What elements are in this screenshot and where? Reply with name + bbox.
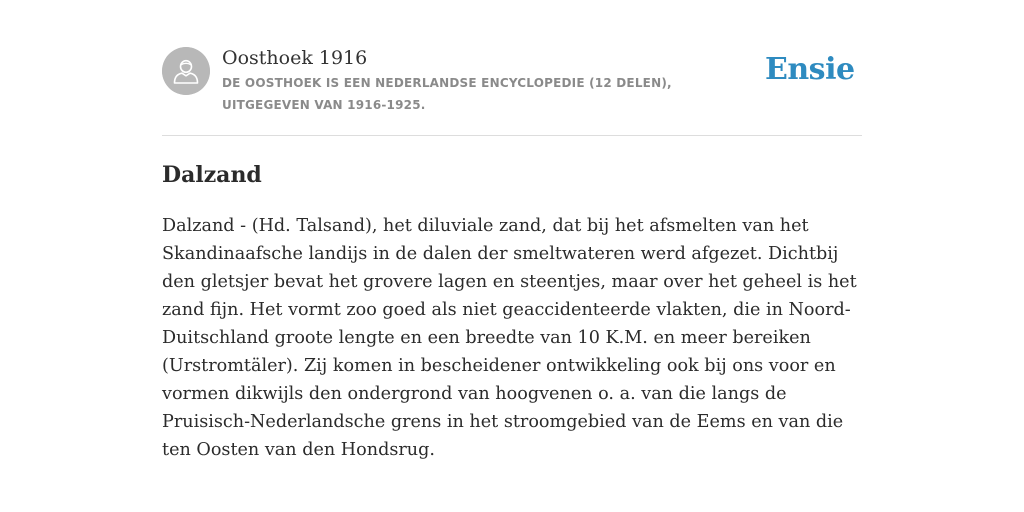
entry-title: Dalzand	[162, 162, 262, 188]
source-title[interactable]: Oosthoek 1916	[222, 47, 368, 69]
entry-body: Dalzand - (Hd. Talsand), het diluviale zand, dat bij het afsmelten van het Skandinaafsche landijs in de dalen der smeltwateren werd afgezet. Dichtbij den gletsjer bevat het grovere lagen en steentjes, maar over het geheel is het zand fijn. Het vormt zoo goed als niet geaccidenteerde vlakten, die in Noord-Duitschland groote lengte en een breedte van 10 K.M. en meer bereiken (Urstromtäler). Zij komen in bescheidener ontwikkeling ook bij ons voor en vormen dikwijls den ondergrond van hoogvenen o. a. van die langs de Pruisisch-Nederlandsche grens in het stroomgebied van de Eems en van die ten Oosten van den Hondsrug.	[162, 216, 857, 460]
source-header	[162, 44, 862, 136]
source-avatar[interactable]	[162, 47, 210, 95]
source-description: DE OOSTHOEK IS EEN NEDERLANDSE ENCYCLOPEDIE (12 DELEN), UITGEGEVEN VAN 1916-1925.	[222, 76, 672, 112]
ensie-logo[interactable]: Ensie	[765, 52, 855, 87]
user-silhouette-icon	[162, 47, 210, 95]
